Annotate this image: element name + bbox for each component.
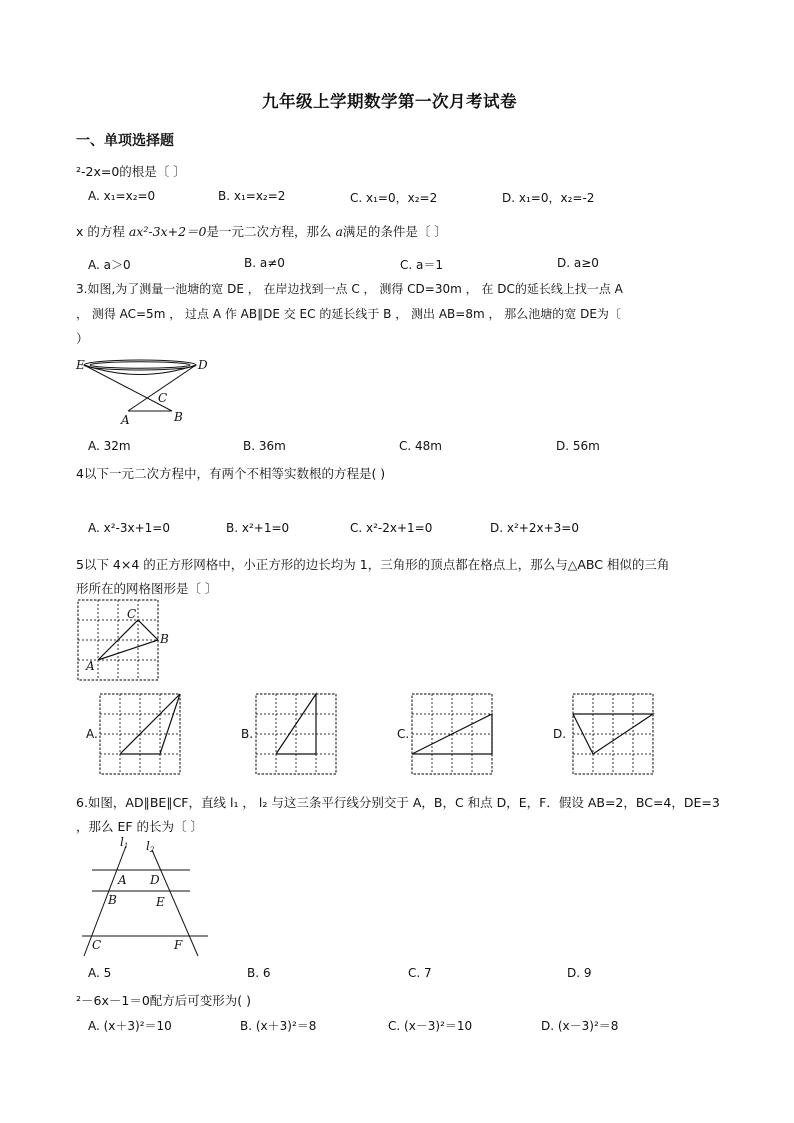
q3-option-c[interactable]: C. 48m bbox=[399, 439, 442, 453]
label-c: C bbox=[92, 938, 102, 952]
triangle-option-a bbox=[120, 694, 180, 754]
q2-variable: a bbox=[335, 224, 343, 239]
q2-text-3: 满足的条件是〔 〕 bbox=[342, 224, 447, 239]
q1-option-d[interactable]: D. x₁=0，x₂=-2 bbox=[502, 191, 595, 205]
label-f: F bbox=[174, 938, 183, 952]
question-5-line-1: 5以下 4×4 的正方形网格中，小正方形的边长均为 1，三角形的顶点都在格点上，那么与△ABC 相似的三角 bbox=[76, 557, 670, 572]
q7-option-a[interactable]: A. (x＋3)²＝10 bbox=[88, 1019, 172, 1033]
q7-option-b[interactable]: B. (x＋3)²＝8 bbox=[240, 1019, 317, 1033]
grid-label-b: B bbox=[160, 632, 169, 646]
q6-option-a[interactable]: A. 5 bbox=[88, 966, 112, 980]
q4-option-c[interactable]: C. x²-2x+1=0 bbox=[350, 521, 433, 535]
question-4-text: 4以下一元二次方程中，有两个不相等实数根的方程是( ) bbox=[76, 466, 386, 481]
label-e: E bbox=[76, 358, 85, 372]
question-6-line-1: 6.如图，AD∥BE∥CF，直线 l₁ ， l₂ 与这三条平行线分别交于 A，B，C 和点 D，E，F．假设 AB=2，BC=4，DE=3 bbox=[76, 795, 720, 810]
q4-option-b[interactable]: B. x²+1=0 bbox=[226, 521, 290, 535]
q5-option-b-grid[interactable] bbox=[256, 694, 336, 774]
q6-option-b[interactable]: B. 6 bbox=[247, 966, 271, 980]
question-6-line-2: ，那么 EF 的长为〔 〕 bbox=[76, 819, 204, 834]
q2-option-a[interactable]: A. a＞0 bbox=[88, 258, 131, 272]
question-5-line-2: 形所在的网格图形是〔 〕 bbox=[76, 581, 218, 596]
abc-grid-figure bbox=[78, 600, 169, 680]
label-l1: l1 bbox=[120, 835, 129, 850]
q2-option-b[interactable]: B. a≠0 bbox=[244, 256, 285, 270]
q2-option-c[interactable]: C. a＝1 bbox=[400, 258, 443, 272]
q5-option-d-grid[interactable] bbox=[573, 694, 653, 774]
section-heading: 一、单项选择题 bbox=[76, 133, 174, 149]
pond-inner bbox=[90, 362, 190, 368]
q4-option-a[interactable]: A. x²-3x+1=0 bbox=[88, 521, 170, 535]
question-3-line-3: ） bbox=[76, 331, 89, 346]
q2-text-1: x 的方程 bbox=[76, 224, 129, 239]
question-2-text bbox=[76, 222, 447, 240]
q3-option-d[interactable]: D. 56m bbox=[556, 439, 600, 453]
label-a: A bbox=[121, 413, 130, 427]
q1-option-a[interactable]: A. x₁=x₂=0 bbox=[88, 189, 156, 203]
parallel-lines-figure bbox=[80, 835, 210, 960]
q1-option-c[interactable]: C. x₁=0，x₂=2 bbox=[350, 191, 438, 205]
label-l2: l2 bbox=[146, 839, 155, 854]
q2-expression: ax²-3x+2＝0 bbox=[128, 224, 207, 239]
q2-text-2: 是一元二次方程，那么 bbox=[206, 224, 336, 239]
grid-label-a: A bbox=[86, 659, 95, 673]
question-1-text: ²-2x=0的根是〔 〕 bbox=[76, 164, 186, 179]
pond-figure bbox=[76, 354, 216, 426]
q7-option-d[interactable]: D. (x－3)²＝8 bbox=[541, 1019, 619, 1033]
label-c: C bbox=[158, 391, 168, 405]
q4-option-d[interactable]: D. x²+2x+3=0 bbox=[490, 521, 579, 535]
q5-option-b-label[interactable]: B. bbox=[241, 727, 254, 741]
q3-option-a[interactable]: A. 32m bbox=[88, 439, 131, 453]
label-e: E bbox=[156, 895, 165, 909]
question-3-line-2: ， 测得 AC=5m ， 过点 A 作 AB∥DE 交 EC 的延长线于 B ， 测出 AB=8m ， 那么池塘的宽 DE为〔 bbox=[76, 307, 621, 321]
question-7-text: ²－6x－1＝0配方后可变形为( ) bbox=[76, 993, 251, 1008]
q5-option-a-label[interactable]: A. bbox=[86, 727, 98, 741]
q5-option-a-grid[interactable] bbox=[100, 694, 180, 774]
q6-option-c[interactable]: C. 7 bbox=[408, 966, 432, 980]
label-d: D bbox=[198, 358, 208, 372]
label-a: A bbox=[118, 873, 127, 887]
q5-option-c-grid[interactable] bbox=[412, 694, 492, 774]
label-d: D bbox=[150, 873, 160, 887]
q7-option-c[interactable]: C. (x－3)²＝10 bbox=[388, 1019, 473, 1033]
page-title: 九年级上学期数学第一次月考试卷 bbox=[262, 92, 517, 111]
q6-option-d[interactable]: D. 9 bbox=[567, 966, 592, 980]
question-3-line-1: 3.如图,为了测量一池塘的宽 DE ， 在岸边找到一点 C ， 测得 CD=30m ， 在 DC的延长线上找一点 A bbox=[76, 282, 623, 296]
q5-option-d-label[interactable]: D. bbox=[553, 727, 567, 741]
line-l1 bbox=[84, 846, 126, 956]
q5-option-c-label[interactable]: C. bbox=[397, 727, 410, 741]
grid-label-c: C bbox=[127, 607, 137, 621]
label-b: B bbox=[174, 410, 183, 424]
q3-option-b[interactable]: B. 36m bbox=[243, 439, 286, 453]
label-b: B bbox=[108, 893, 117, 907]
q2-option-d[interactable]: D. a≥0 bbox=[557, 256, 599, 270]
q1-option-b[interactable]: B. x₁=x₂=2 bbox=[218, 189, 286, 203]
